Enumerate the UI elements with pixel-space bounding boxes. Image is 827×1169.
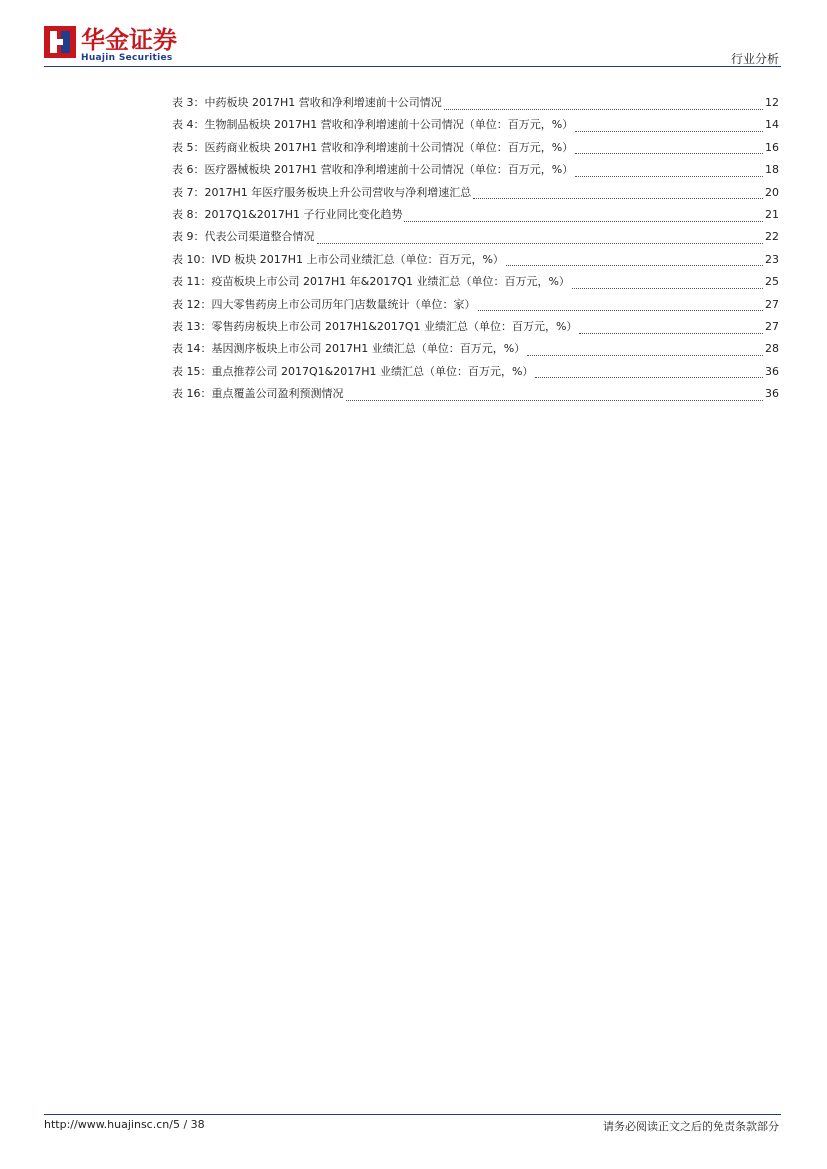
toc-entry[interactable] [172,273,779,295]
toc-entry-page: 14 [765,118,779,132]
toc-entry-label: 表 16：重点覆盖公司盈利预测情况 [172,387,344,401]
toc-entry-label: 表 14：基因测序板块上市公司 2017H1 业绩汇总（单位：百万元，%） [172,342,526,356]
toc-entry[interactable] [172,184,779,206]
toc-entry-page: 21 [765,207,779,221]
toc-entry-page: 27 [765,319,779,333]
toc-leader-dots [404,213,763,222]
table-of-tables [172,94,779,407]
toc-leader-dots [478,302,764,311]
toc-leader-dots [575,168,763,177]
toc-entry-label: 表 12：四大零售药房上市公司历年门店数量统计（单位：家） [172,297,476,311]
toc-leader-dots [535,369,763,378]
toc-leader-dots [346,392,764,401]
toc-entry-label: 表 9：代表公司渠道整合情况 [172,230,315,244]
toc-leader-dots [317,235,764,244]
toc-entry-page: 18 [765,163,779,177]
logo-english-name: Huajin Securities [81,53,173,63]
toc-leader-dots [444,101,763,110]
toc-entry-page: 12 [765,96,779,109]
toc-entry-page: 28 [765,342,779,356]
toc-entry[interactable] [172,363,779,385]
toc-entry[interactable] [172,340,779,362]
footer-divider [44,1114,781,1115]
page-header [0,0,827,70]
toc-entry-label: 表 13：零售药房板块上市公司 2017H1&2017Q1 业绩汇总（单位：百万元，%） [172,319,578,333]
toc-leader-dots [579,325,763,334]
toc-leader-dots [575,123,763,132]
toc-entry[interactable] [172,296,779,318]
toc-entry[interactable] [172,251,779,273]
toc-entry[interactable] [172,385,779,407]
toc-leader-dots [575,145,763,154]
report-category: 行业分析 [730,52,779,66]
toc-entry-page: 16 [765,140,779,154]
footer-disclaimer: 请务必阅读正文之后的免责条款部分 [603,1120,779,1133]
toc-entry-label: 表 7：2017H1 年医疗服务板块上升公司营收与净利增速汇总 [172,185,472,199]
toc-entry-label: 表 5：医药商业板块 2017H1 营收和净利增速前十公司情况（单位：百万元，%） [172,140,574,154]
toc-entry[interactable] [172,94,779,116]
toc-entry[interactable] [172,139,779,161]
toc-entry[interactable] [172,318,779,340]
toc-entry-page: 20 [765,185,779,199]
toc-entry-label: 表 3：中药板块 2017H1 营收和净利增速前十公司情况 [172,96,442,109]
toc-entry[interactable] [172,116,779,138]
toc-entry-page: 36 [765,364,779,378]
toc-entry-label: 表 15：重点推荐公司 2017Q1&2017H1 业绩汇总（单位：百万元，%） [172,364,534,378]
header-divider [44,66,781,67]
toc-entry-page: 22 [765,230,779,244]
toc-entry-label: 表 4：生物制品板块 2017H1 营收和净利增速前十公司情况（单位：百万元，%） [172,118,574,132]
huajin-logo-icon [44,26,76,58]
toc-entry[interactable] [172,161,779,183]
toc-leader-dots [473,190,763,199]
company-logo [44,26,177,63]
toc-entry-label: 表 11：疫苗板块上市公司 2017H1 年&2017Q1 业绩汇总（单位：百万元，%） [172,275,570,289]
toc-entry-page: 36 [765,387,779,401]
logo-chinese-name: 华金证券 [81,26,177,54]
footer-url-page[interactable]: http://www.huajinsc.cn/5 / 38 [44,1118,205,1131]
toc-entry[interactable] [172,206,779,228]
toc-entry-page: 23 [765,252,779,266]
toc-entry-page: 25 [765,275,779,289]
toc-entry-label: 表 6：医疗器械板块 2017H1 营收和净利增速前十公司情况（单位：百万元，%） [172,163,574,177]
toc-entry-page: 27 [765,297,779,311]
toc-entry-label: 表 10：IVD 板块 2017H1 上市公司业绩汇总（单位：百万元，%） [172,252,504,266]
toc-leader-dots [572,280,763,289]
toc-leader-dots [527,347,763,356]
toc-entry-label: 表 8：2017Q1&2017H1 子行业同比变化趋势 [172,207,403,221]
toc-leader-dots [506,257,763,266]
toc-entry[interactable] [172,228,779,250]
